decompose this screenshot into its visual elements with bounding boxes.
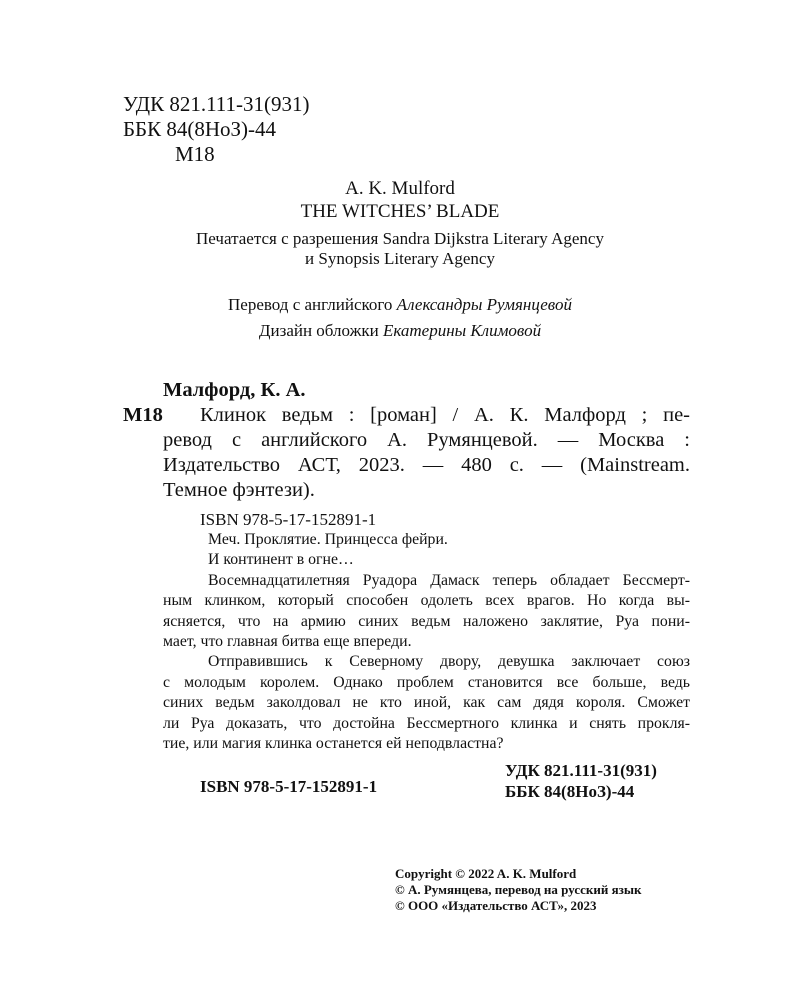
bbk-code-bottom: ББК 84(8НоЗ)-44 (505, 782, 635, 801)
annotation (163, 530, 690, 754)
isbn-bottom: ISBN 978-5-17-152891-1 (200, 777, 378, 796)
annotation-line: ясняется, что на армию синих ведьм наложено заклятие, Руа пони- (163, 612, 690, 630)
annotation-line: синих ведьм заколдовал не кто иной, как сам дядя короля. Сможет (163, 694, 690, 712)
annotation-line: ли Руа доказать, что достойна Бессмертного клинка и снять прокля- (163, 714, 690, 732)
annotation-line: Отправившись к Северному двору, девушка заключает союз (208, 653, 690, 671)
bib-line-2: ревод с английского А. Румянцевой. — Москва : (163, 429, 690, 451)
designer-name: Екатерины Климовой (382, 321, 542, 340)
author-mark: М18 (123, 404, 163, 426)
bib-line-4: Темное фэнтези). (163, 479, 315, 501)
permission-line-1: Печатается с разрешения Sandra Dijkstra Literary Agency (196, 229, 604, 248)
bib-line-3: Издательство АСТ, 2023. — 480 с. — (Mainstream. (163, 454, 690, 476)
annotation-line: ным клинком, который способен одолеть всех врагов. Но когда вы- (163, 592, 690, 610)
annotation-line: И континент в огне… (208, 551, 354, 569)
design-prefix: Дизайн обложки (258, 321, 383, 340)
annotation-line: мает, что главная битва еще впереди. (163, 633, 412, 651)
copyright-line-3: © ООО «Издательство АСТ», 2023 (395, 898, 597, 913)
bbk-code-top: ББК 84(8НоЗ)-44 (123, 117, 277, 141)
annotation-line: Меч. Проклятие. Принцесса фейри. (208, 531, 448, 548)
design-credit (259, 321, 541, 341)
copyright-line-1: Copyright © 2022 A. K. Mulford (395, 866, 577, 881)
permission-line-2: и Synopsis Literary Agency (305, 249, 495, 268)
author-mark-top: М18 (175, 142, 215, 166)
annotation-line: Восемнадцатилетняя Руадора Дамаск теперь обладает Бессмерт- (208, 571, 690, 589)
original-author: A. K. Mulford (345, 178, 455, 199)
udk-code-top: УДК 821.111-31(931) (123, 92, 310, 116)
udk-code-bottom: УДК 821.111-31(931) (505, 761, 657, 780)
annotation-line: тие, или магия клинка останется ей неподвластна? (163, 735, 504, 753)
annotation-line: с молодым королем. Однако проблем становится все больше, ведь (163, 673, 690, 691)
original-title: THE WITCHES’ BLADE (300, 201, 500, 222)
copyright-line-2: © А. Румянцева, перевод на русский язык (395, 882, 642, 897)
translation-prefix: Перевод с английского (228, 295, 397, 314)
translator-name: Александры Румянцевой (396, 295, 572, 314)
author-heading: Малфорд, К. А. (163, 379, 306, 401)
translation-credit (228, 295, 572, 315)
bib-line-1: Клинок ведьм : [роман] / А. К. Малфорд ; пе- (200, 404, 690, 426)
isbn-bib: ISBN 978-5-17-152891-1 (200, 510, 377, 529)
